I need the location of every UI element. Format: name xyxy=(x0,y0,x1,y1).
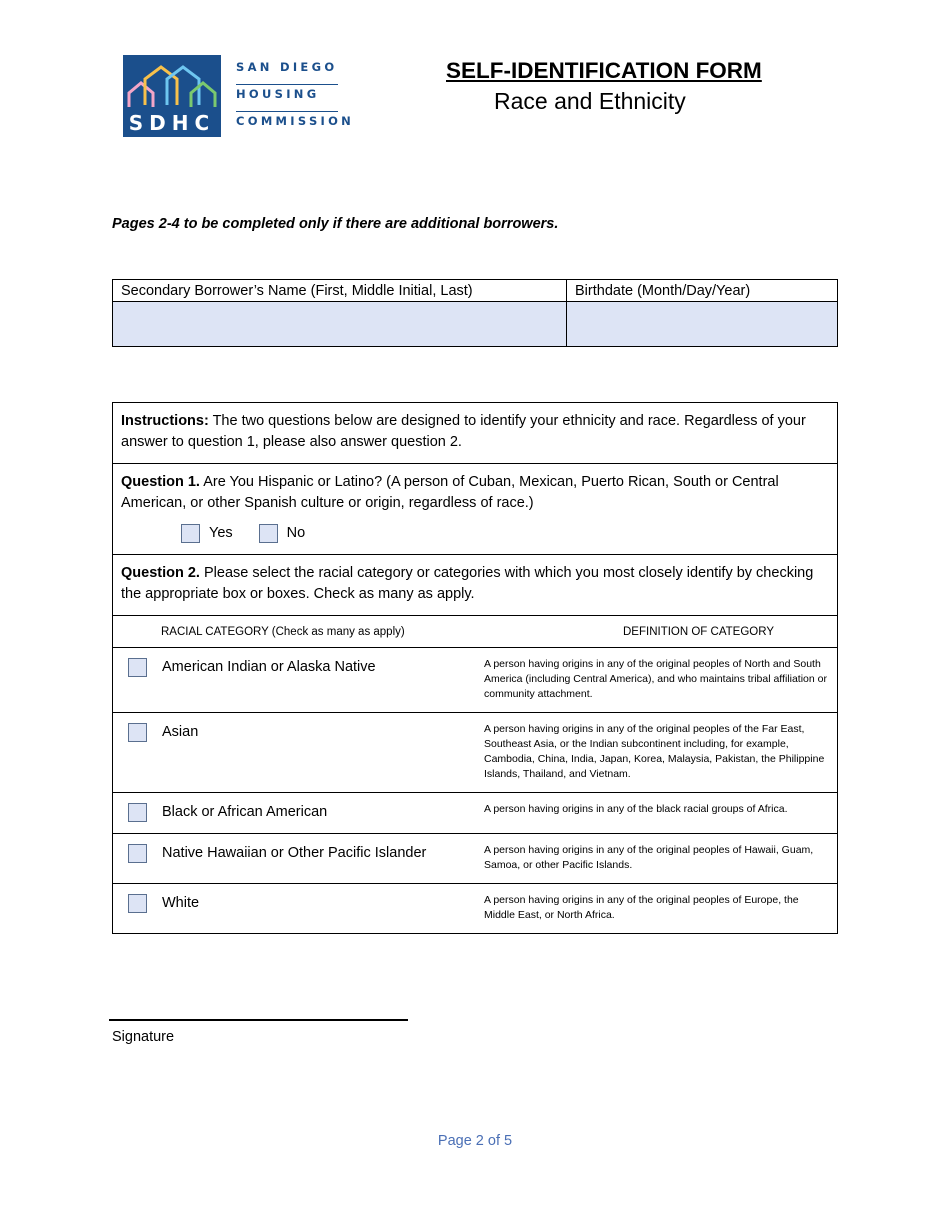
signature-label: Signature xyxy=(112,1029,175,1045)
race-definition: A person having origins in any of the original peoples of the Far East, Southeast Asia, or the Indian subcontinent including, for example, Cambodia, China, India, Japan, Korea, Malaysia, Pakistan, the Philippine Islands, Thailand, and Vietnam. xyxy=(484,723,825,780)
question1-label: Question 1. xyxy=(121,474,200,490)
questions-box xyxy=(112,402,838,934)
signature-line[interactable] xyxy=(109,1019,408,1021)
yes-label: Yes xyxy=(209,525,233,541)
race-definition: A person having origins in any of the black racial groups of Africa. xyxy=(484,803,788,815)
race-checkbox[interactable] xyxy=(128,803,147,822)
race-option xyxy=(113,793,484,833)
instructions-label: Instructions: xyxy=(121,413,209,429)
race-checkbox[interactable] xyxy=(128,723,147,742)
logo-wordmark xyxy=(236,58,355,138)
instructions-text: The two questions below are designed to identify your ethnicity and race. Regardless of your answer to question 1, please also answer question 2. xyxy=(121,413,806,450)
borrower-name-field[interactable] xyxy=(113,302,567,347)
race-definition: A person having origins in any of the original peoples of North and South America (including Central America), and who maintains tribal affiliation or community attachment. xyxy=(484,658,827,700)
birthdate-label: Birthdate (Month/Day/Year) xyxy=(567,280,838,302)
race-option xyxy=(113,834,484,883)
houses-icon xyxy=(123,55,221,115)
no-checkbox[interactable] xyxy=(259,524,278,543)
race-checkbox[interactable] xyxy=(128,658,147,677)
race-row xyxy=(113,713,837,793)
race-table-header xyxy=(113,616,837,648)
sdhc-logo xyxy=(123,55,355,138)
race-option xyxy=(113,713,484,792)
logo-word: SAN DIEGO xyxy=(236,58,338,85)
race-label: White xyxy=(162,895,200,911)
race-label: Native Hawaiian or Other Pacific Islander xyxy=(162,845,427,861)
race-label: American Indian or Alaska Native xyxy=(162,659,376,675)
logo-mark xyxy=(123,55,221,137)
race-label: Black or African American xyxy=(162,804,328,820)
borrower-name-label: Secondary Borrower’s Name (First, Middle Initial, Last) xyxy=(113,280,567,302)
category-column-header: RACIAL CATEGORY (Check as many as apply) xyxy=(161,625,405,638)
yes-checkbox[interactable] xyxy=(181,524,200,543)
question1-text: Are You Hispanic or Latino? (A person of Cuban, Mexican, Puerto Rican, South or Central American, or other Spanish culture or origin, regardless of race.) xyxy=(121,474,779,511)
question1-options xyxy=(121,523,829,544)
logo-letters: SDHC xyxy=(128,111,216,135)
no-label: No xyxy=(286,525,306,541)
question2-text: Please select the racial category or categories with which you most closely identify by checking the appropriate box or boxes. Check as many as apply. xyxy=(121,565,814,602)
logo-word: HOUSING xyxy=(236,85,338,112)
race-checkbox[interactable] xyxy=(128,894,147,913)
question2-section xyxy=(113,555,837,616)
definition-column-header: DEFINITION OF CATEGORY xyxy=(623,625,774,638)
form-title: SELF-IDENTIFICATION FORM xyxy=(446,58,762,83)
birthdate-field[interactable] xyxy=(567,302,838,347)
additional-borrowers-note: Pages 2-4 to be completed only if there are additional borrowers. xyxy=(112,216,559,232)
race-row xyxy=(113,834,837,884)
borrower-table xyxy=(112,279,838,347)
logo-word: COMMISSION xyxy=(236,114,355,128)
race-definition: A person having origins in any of the original peoples of Hawaii, Guam, Samoa, or other Pacific Islands. xyxy=(484,844,814,871)
question2-label: Question 2. xyxy=(121,565,200,581)
race-row xyxy=(113,884,837,933)
race-option xyxy=(113,648,484,712)
race-option xyxy=(113,884,484,933)
race-row xyxy=(113,648,837,713)
race-checkbox[interactable] xyxy=(128,844,147,863)
race-definition: A person having origins in any of the original peoples of Europe, the Middle East, or North Africa. xyxy=(484,894,799,921)
form-subtitle: Race and Ethnicity xyxy=(494,88,686,114)
race-row xyxy=(113,793,837,834)
question1-section xyxy=(113,464,837,555)
race-label: Asian xyxy=(162,724,199,740)
instructions-section xyxy=(113,403,837,464)
page-number: Page 2 of 5 xyxy=(437,1133,513,1149)
